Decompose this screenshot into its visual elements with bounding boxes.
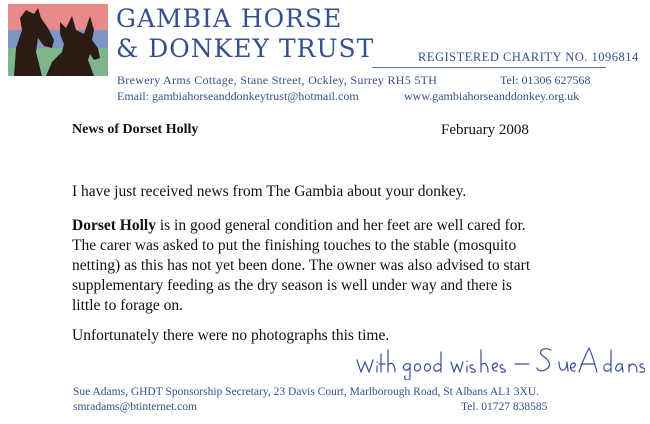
footer-email: smradams@btinternet.com [73,401,197,413]
header-divider [372,67,606,68]
paragraph-condition-line-1-rest: is in good general condition and her feet are well cared for. [155,217,526,234]
footer-contact-address: Sue Adams, GHDT Sponsorship Secretary, 23 Davis Court, Marlborough Road, St Albans AL1 3XU. [73,386,540,398]
letter-subject: News of Dorset Holly [72,122,199,137]
charity-number: REGISTERED CHARITY NO. 1096814 [418,50,639,64]
paragraph-condition-line-2: The carer was asked to put the finishing touches to the stable (mosquito [72,237,517,254]
paragraph-condition-line-3: netting) as this has not yet been done. The owner was also advised to start [72,257,531,274]
org-name-line2: & DONKEY TRUST [116,34,375,63]
header-address: Brewery Arms Cottage, Stane Street, Ockley, Surrey RH5 5TH [117,73,438,87]
horse-and-donkey-silhouette-logo-icon [8,4,108,76]
header-website: www.gambiahorseanddonkey.org.uk [404,89,580,103]
donkey-name: Dorset Holly [72,217,156,234]
header-email: Email: gambiahorseanddonkeytrust@hotmail.com [117,89,359,103]
footer-telephone: Tel. 01727 838585 [461,401,548,413]
paragraph-condition-line-4: supplementary feeding as the dry season is well under way and there is [72,277,512,294]
handwritten-signature [355,338,645,380]
paragraph-condition-line-5: little to forage on. [72,297,184,314]
paragraph-photographs: Unfortunately there were no photographs this time. [72,327,390,344]
paragraph-condition-line-1 [72,216,632,236]
paragraph-intro: I have just received news from The Gambia about your donkey. [72,183,467,200]
org-name-line1: GAMBIA HORSE [116,4,343,33]
letter-date: February 2008 [441,122,529,138]
paragraph-condition [72,216,632,316]
header-telephone: Tel: 01306 627568 [500,73,591,87]
